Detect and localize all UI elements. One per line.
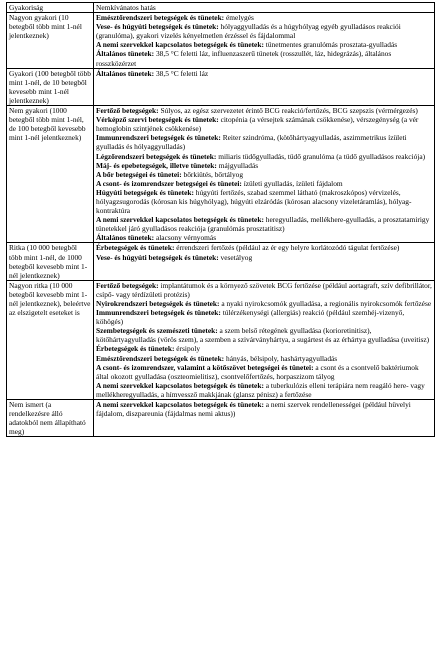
- effect-entry: [96, 243, 432, 252]
- effect-entry: [96, 253, 432, 262]
- effect-description: érrendszeri fertőzés (például az ér egy helyre korlátozódó tágulat fertőzése): [174, 243, 400, 253]
- effect-description: alacsony vérnyomás: [154, 233, 217, 243]
- effect-entry: [96, 299, 432, 308]
- effect-category: Vese- és húgyúti betegségek és tünetek:: [96, 252, 219, 262]
- effect-description: heregyulladás, mellékhere-gyulladás, a prosztatamirigy tünetekkel járó gyulladásos reakciója (granulómás prosztatitisz): [96, 215, 430, 234]
- effect-entry: [96, 381, 432, 399]
- table-row: [7, 13, 435, 69]
- effect-category: Fertőző betegségek:: [96, 280, 159, 290]
- effect-category: Általános tünetek:: [96, 233, 155, 243]
- effect-description: bőrkiütés, bőrtályog: [181, 169, 244, 179]
- effect-category: Érbetegségek és tünetek:: [96, 243, 175, 253]
- side-effects-table: [6, 2, 435, 437]
- effect-description: a tuberkulózis elleni terápiára nem reagáló here- vagy mellékheregyulladás, a hímvessző makkjának (glansz pénisz) a fertőzése: [96, 380, 425, 399]
- effect-entry: [96, 161, 432, 170]
- effect-category: A bőr betegségei és tünetei:: [96, 169, 182, 179]
- effect-description: 38,5 °C feletti láz, influenzaszerű tünetek (rosszullét, láz, hidegrázás), általános rosszközérzet: [96, 49, 392, 68]
- effect-category: Fertőző betegségek:: [96, 106, 159, 116]
- effect-entry: [96, 179, 432, 188]
- effect-category: Immunrendszeri betegségek és tünetek:: [96, 133, 221, 143]
- effect-entry: [96, 400, 432, 418]
- effect-entry: [96, 106, 432, 115]
- effect-category: Emésztőrendszeri betegségek és tünetek:: [96, 13, 225, 23]
- effect-entry: [96, 344, 432, 353]
- effect-category: Légzőrendszeri betegségek és tünetek:: [96, 151, 217, 161]
- effect-description: a nyaki nyirokcsomók gyulladása, a regionális nyirokcsomók fertőzése: [219, 299, 432, 308]
- effect-entry: [96, 49, 432, 67]
- effect-category: A nemi szervekkel kapcsolatos betegségek és tünetek:: [96, 400, 264, 410]
- effect-category: Emésztőrendszeri betegségek és tünetek:: [96, 353, 225, 363]
- effect-entry: [96, 115, 432, 133]
- effect-entry: [96, 152, 432, 161]
- effects-cell: [94, 106, 435, 243]
- effect-description: tünetmentes granulómás prosztata-gyulladás: [263, 40, 398, 50]
- header-frequency: Gyakoriság: [7, 3, 94, 13]
- effect-entry: [96, 13, 432, 22]
- effect-category: Máj- és epebetegségek, illetve tünetek:: [96, 160, 217, 170]
- effect-description: a csont és a csontvelő baktériumok által okozott gyulladása (oszteomielitisz), csontvelőfertőzés, horpaszizom tályog: [96, 362, 419, 381]
- effect-entry: [96, 69, 432, 78]
- effects-cell: [94, 243, 435, 280]
- frequency-cell: Gyakori (100 betegből több mint 1-nél, de 10 betegből kevesebb mint 1-nél jelentkeznek): [7, 68, 94, 105]
- effect-category: Szembetegségek és szemészeti tünetek:: [96, 326, 218, 336]
- effect-description: ízületi gyulladás, ízületi fájdalom: [241, 178, 343, 188]
- effect-entry: [96, 188, 432, 215]
- frequency-cell: Nagyon gyakori (10 betegből több mint 1-nél jelentkeznek): [7, 13, 94, 69]
- effect-description: émelygés: [224, 13, 254, 23]
- effect-description: a szem belső rétegének gyulladása (korioretinitisz), kötőhártyagyulladás (vörös szem), a szemben a szivárványhártya, a sugártest és az érhártya gyulladása (uveitisz): [96, 326, 430, 345]
- effect-description: citopénia (a vérsejtek számának csökkenése), vérszegénység (a vér hemoglobin szintjének csökkenése): [96, 115, 419, 134]
- table-row: [7, 243, 435, 280]
- effects-cell: [94, 13, 435, 69]
- effect-description: húgyúti fertőzés, szabad szemmel látható (makroszkópos) vérvizelés, hólyagzsugorodás (kórosan kis húgyhólyag), húgyúti elzáródás (kórosan alacsony vizeletáramlás), hólyag-kontraktúra: [96, 187, 412, 216]
- effect-description: hányás, bélsipoly, hashártyagyulladás: [224, 353, 338, 363]
- table-header-row: [7, 3, 435, 13]
- effect-category: Általános tünetek:: [96, 68, 155, 78]
- effect-entry: [96, 215, 432, 233]
- table-row: [7, 68, 435, 105]
- effect-category: A nemi szervekkel kapcsolatos betegségek és tünetek:: [96, 40, 264, 50]
- frequency-cell: Nem gyakori (1000 betegből több mint 1-nél, de 100 betegből kevesebb mint 1-nél jelentkeznek): [7, 106, 94, 243]
- effect-category: Vérképző szervi betegségek és tünetek:: [96, 115, 219, 125]
- effect-category: A csont- és izomrendszer betegségei és tünetei:: [96, 178, 242, 188]
- effect-entry: [96, 308, 432, 326]
- effect-description: a nemi szervek rendellenességei (például hüvelyi fájdalom, diszpareunia (fájdalmas nemi aktus)): [96, 400, 411, 419]
- effect-category: A csont- és izomrendszer, valamint a kötőszövet betegségei és tünetei:: [96, 362, 314, 372]
- effect-category: Érbetegségek és tünetek:: [96, 344, 175, 354]
- effects-cell: [94, 400, 435, 437]
- effect-entry: [96, 170, 432, 179]
- effect-description: Súlyos, az egész szervezetet érintő BCG reakció/fertőzés, BCG szepszis (vérmérgezés): [158, 106, 418, 116]
- effect-category: Immunrendszeri betegségek és tünetek:: [96, 308, 221, 318]
- effect-category: Nyirokrendszeri betegségek és tünetek:: [96, 299, 220, 308]
- effect-description: hólyaggyulladás és a húgyhólyag egyéb gyulladásos reakciói (granulóma), gyakori vizelés kényelmetlen érzéssel és fájdalommal: [96, 22, 401, 41]
- effect-entry: [96, 233, 432, 242]
- effect-category: Általános tünetek:: [96, 49, 155, 59]
- effect-entry: [96, 354, 432, 363]
- effect-description: túlérzékenységi (allergiás) reakció (például szemhéj-vizenyő, köhögés): [96, 308, 405, 327]
- effect-category: Vese- és húgyúti betegségek és tünetek:: [96, 22, 219, 32]
- table-body: [7, 13, 435, 437]
- effect-description: érsipoly: [174, 344, 201, 354]
- effect-category: A nemi szervekkel kapcsolatos betegségek és tünetek:: [96, 380, 264, 390]
- header-effects: Nemkívánatos hatás: [94, 3, 435, 13]
- effect-category: Húgyúti betegségek és tünetek:: [96, 187, 194, 197]
- table-row: [7, 280, 435, 399]
- effect-entry: [96, 133, 432, 151]
- effect-description: vesetályog: [218, 252, 253, 262]
- effect-category: A nemi szervekkel kapcsolatos betegségek és tünetek:: [96, 215, 264, 225]
- effect-description: májgyulladás: [216, 160, 259, 170]
- effects-cell: [94, 280, 435, 399]
- frequency-cell: Nagyon ritka (10 000 betegből kevesebb mint 1-nél jelentkeznek), beleértve az elszigetelt eseteket is: [7, 280, 94, 399]
- frequency-cell: Nem ismert (a rendelkezésre álló adatokból nem állapítható meg): [7, 400, 94, 437]
- effect-description: Reiter szindróma, (kötőhártyagyulladás, aszimmetrikus ízületi gyulladás és hólyaggyulladás): [96, 133, 407, 152]
- effect-entry: [96, 22, 432, 40]
- frequency-cell: Ritka (10 000 betegből több mint 1-nél, de 1000 betegből kevesebb mint 1-nél jelentkeznek): [7, 243, 94, 280]
- table-row: [7, 106, 435, 243]
- effect-entry: [96, 326, 432, 344]
- effect-entry: [96, 363, 432, 381]
- effect-entry: [96, 281, 432, 299]
- effect-description: implantátumok és a környező szövetek BCG fertőzése (például aortagraft, szív defibrillátor, csípő- vagy térdízületi protézis): [96, 280, 432, 299]
- effect-description: miliaris tüdőgyulladás, tüdő granulóma (a tüdő gyulladásos reakciója): [216, 151, 426, 161]
- table-row: [7, 400, 435, 437]
- effect-description: 38,5 °C feletti láz: [154, 68, 209, 78]
- effects-cell: [94, 68, 435, 105]
